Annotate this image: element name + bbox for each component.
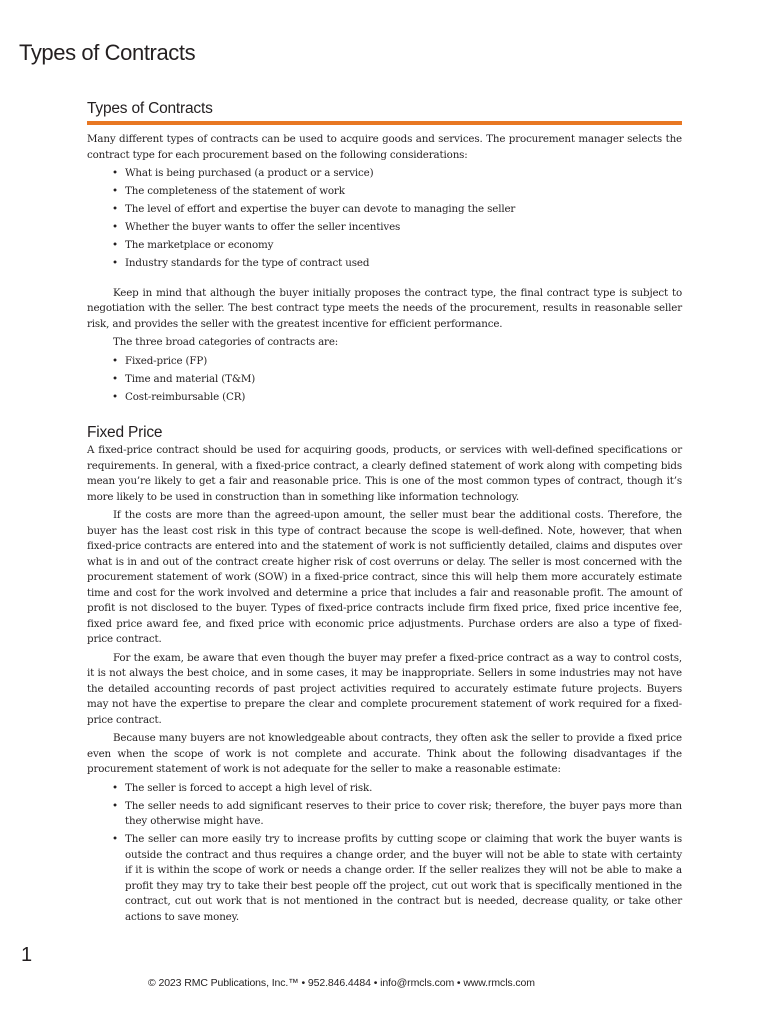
list-item: • Fixed-price (FP) <box>125 354 682 370</box>
page-content <box>87 98 682 928</box>
list-item: • The completeness of the statement of work <box>125 184 682 200</box>
list-item: • The seller is forced to accept a high level of risk. <box>125 781 682 797</box>
categories-intro: The three broad categories of contracts are: <box>113 336 339 348</box>
section-fixed-price <box>87 423 682 925</box>
list-item: • The seller needs to add significant reserves to their price to cover risk; therefore, the buyer pays more than they otherwise might have. <box>125 799 682 830</box>
fixed-price-paragraph: Because many buyers are not knowledgeable about contracts, they often ask the seller to provide a fixed price even when the scope of work is not complete and accurate. Think about the following disadvantages if the procurement statement of work is not adequate for the seller to make a reasonable estimate: <box>87 732 682 775</box>
page-title: Types of Contracts <box>19 40 196 65</box>
list-item: • The level of effort and expertise the buyer can devote to managing the seller <box>125 202 682 218</box>
fixed-price-paragraph: For the exam, be aware that even though the buyer may prefer a fixed-price contract as a way to control costs, it is not always the best choice, and in some cases, it may be inappropriate. Sellers in some industries may not have the detailed accounting records of past project activities required to accurately estimate future projects. Buyers may not have the expertise to prepare the clear and complete procurement statement of work required for a fixed-price contract. <box>87 651 682 726</box>
section-heading-fixed-price: Fixed Price <box>87 424 163 441</box>
negotiation-paragraph: Keep in mind that although the buyer initially proposes the contract type, the final contract type is subject to negotiation with the seller. The best contract type meets the needs of the procurement, results in reasonable seller risk, and provides the seller with the greatest incentive for efficient performance. <box>87 286 682 330</box>
list-item: • Industry standards for the type of contract used <box>125 256 682 272</box>
fixed-price-paragraph: If the costs are more than the agreed-upon amount, the seller must bear the additional costs. Therefore, the buyer has the least cost risk in this type of contract because the scope is well-defined. Note, however, that when fixed-price contracts are entered into and the statement of work is not sufficiently detailed, claims and disputes over what is in and out of the contract create higher risk of cost overruns or delay. The seller is most concerned with the procurement statement of work (SOW) in a fixed-price contract, since this will help them more accurately estimate time and cost for the work involved and determine a price that includes a fair and reasonable profit. The amount of profit is not disclosed to the buyer. Types of fixed-price contracts include firm fixed price, fixed price incentive fee, fixed price award fee, and fixed price with economic price adjustments. Purchase orders are also a type of fixed-price contract. <box>87 509 682 645</box>
section-heading-types: Types of Contracts <box>87 100 213 117</box>
section-divider <box>87 121 682 125</box>
page-footer: © 2023 RMC Publications, Inc.™ • 952.846.4484 • info@rmcls.com • www.rmcls.com <box>148 977 535 989</box>
list-item: • The marketplace or economy <box>125 238 682 254</box>
disadvantages-list <box>87 781 682 926</box>
section-types-of-contracts <box>87 98 682 405</box>
list-item: • The seller can more easily try to increase profits by cutting scope or claiming that work the buyer wants is outside the contract and thus requires a change order, and the buyer will not be able to state with certainty if it is within the scope of work or needs a change order. If the seller realizes they will not be able to make a profit they may try to take their best people off the project, cut out work that is specifically mentioned in the contract, cut out work that is not mentioned in the contract but is needed, decrease quality, or take other actions to save money. <box>125 832 682 925</box>
intro-paragraph: Many different types of contracts can be used to acquire goods and services. The procurement manager selects the contract type for each procurement based on the following considerations: <box>87 133 682 161</box>
list-item: • Cost-reimbursable (CR) <box>125 390 682 406</box>
categories-list <box>87 354 682 406</box>
page-number: 1 <box>21 944 33 966</box>
fixed-price-paragraph: A fixed-price contract should be used for acquiring goods, products, or services with well-defined specifications or requirements. In general, with a fixed-price contract, a clearly defined statement of work along with competing bids mean you’re likely to get a fair and reasonable price. This is one of the most common types of contract, though it’s more likely to be used in construction than in something like information technology. <box>87 444 682 503</box>
considerations-list <box>87 166 682 272</box>
list-item: • What is being purchased (a product or a service) <box>125 166 682 182</box>
list-item: • Time and material (T&M) <box>125 372 682 388</box>
list-item: • Whether the buyer wants to offer the seller incentives <box>125 220 682 236</box>
